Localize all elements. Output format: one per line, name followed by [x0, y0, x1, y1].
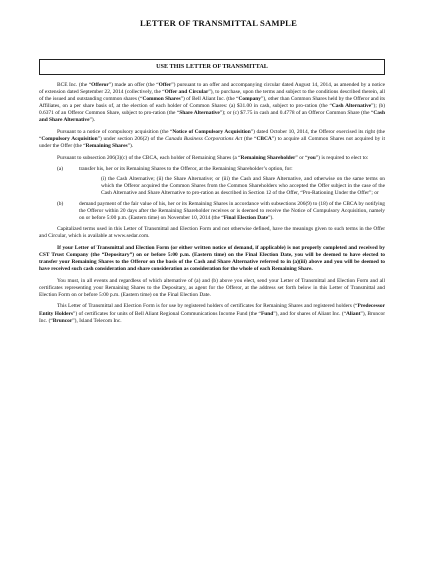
defined-term: Predecessor Entity Holders [39, 303, 385, 317]
text-run: ”), other than Common Shares held by the Offeror and its Affiliates, on a per share basis of, at the election of each holder of Common Shares: (a) $31.00 in cash, subject to pro-ration (the “ [39, 96, 385, 110]
list-text [79, 166, 385, 196]
paragraph-offer [39, 82, 385, 125]
defined-term: Cash and Share Alternative [39, 110, 385, 124]
list-label: (b) [57, 200, 64, 207]
text-run: ”) to acquire all Common Shares not acquired by it under the Offer (the “ [39, 136, 385, 150]
text-run: transfer his, her or its Remaining Shares to the Offeror, at the Remaining Shareholder’s option, for: [79, 166, 293, 173]
text-run: ”). [127, 143, 134, 150]
text-run: BCE Inc. (the “ [57, 82, 92, 88]
text-run: ”) is required to elect to: [315, 154, 369, 161]
defined-term: Compulsory Acquisition [41, 136, 98, 143]
text-run: ”), Island Telecom Inc. [72, 317, 122, 324]
text-run: ”) made an offer (the “ [108, 82, 159, 88]
document-body [39, 82, 385, 329]
list-text [79, 201, 385, 222]
instruction-banner: USE THIS LETTER OF TRANSMITTAL [39, 59, 385, 75]
defined-term: Share Alternative [179, 110, 220, 117]
paragraph-eligible-holders [39, 303, 385, 324]
defined-term: Cash Alternative [331, 103, 372, 110]
defined-term: Fund [260, 310, 274, 317]
text-run: ”), to purchase, upon the terms and subject to the conditions described therein, all of the issued and outstanding common shares (“ [39, 89, 386, 103]
text-run: ” or “ [295, 154, 308, 161]
list-label: (a) [57, 166, 63, 173]
defined-term: Aliant [346, 310, 361, 317]
defined-term: Company [238, 96, 261, 103]
text-run: (the “ [242, 136, 257, 143]
text-run: ”), Bruncor Inc. (“ [39, 310, 385, 324]
text-run: Pursuant to subsection 206(3)(c) of the CBCA, each holder of Remaining Shares (a “ [57, 154, 241, 161]
paragraph-deemed-election-warning: If your Letter of Transmittal and Election Form (or either written notice of demand, if applicable) is not properly completed and received by CST Trust Company (the “Depositary”) on or before 5:00 p.m. (Eastern time) on the Final Election Date, you will be deemed to have elected to transfer your Remaining Shares to the Offeror on the basis of the Cash and Share Alternative referred to in (a)(iii) above and you will be deemed to have received such cash consideration and share consideration as consideration for the whole of each Remaining Share. [39, 244, 385, 273]
defined-term: Remaining Shares [85, 143, 128, 150]
text-run: ”) of Bell Aliant Inc. (the “ [180, 96, 239, 103]
defined-term: Final Election Date [223, 215, 269, 221]
paragraph-delivery-instructions: You must, in all events and regardless of which alternative of (a) and (b) above you elect, send your Letter of Transmittal and Election Form and all certificates representing your Remaining Shares to the Depositary, as agent for the Offeror, at the address set forth below in this Letter of Transmittal and Election Form on or before 5:00 p.m. (Eastern time) on the Final Election Date. [39, 277, 385, 298]
text-run: Pursuant to a notice of compulsory acquisition (the “ [57, 129, 173, 136]
document-title: LETTER OF TRANSMITTAL SAMPLE [139, 18, 298, 28]
paragraph-compulsory-acquisition [39, 129, 385, 150]
text-run: ”). [89, 117, 96, 124]
defined-term: Remaining Shareholder [240, 154, 296, 161]
list-item-a [57, 166, 385, 196]
text-run: ”) under section 206(2) of the [97, 136, 166, 143]
text-run: ”), and for shares of Aliant Inc. (“ [273, 310, 347, 317]
text-run: ”) dated October 10, 2014, the Offeror exercised its right (the “ [39, 129, 385, 143]
defined-term: Notice of Compulsory Acquisition [172, 129, 251, 136]
defined-term: Bruncor [52, 317, 73, 324]
paragraph-election-requirement [39, 155, 385, 162]
text-run: ”); (b) 0.6371 of an Offeror Common Share, subject to pro-ration (the “ [39, 103, 385, 117]
text-run: demand payment of the fair value of his, her or its Remaining Shares in accordance with subsections 206(9) to (18) of the CBCA by notifying the Offeror within 20 days after the Remaining Shareholder receives or is deemed to receive the Notice of Compulsory Acquisition, namely on or before 5:00 p.m. (Eastern time) on November 10, 2014 (the “ [79, 200, 385, 221]
paragraph-capitalized-terms: Capitalized terms used in this Letter of Transmittal and Election Form and not otherwise defined, have the meanings given to such terms in the Offer and Circular, which is available at www.sedar.com. [39, 226, 385, 240]
text-run: ”) pursuant to an offer and accompanying circular dated August 14, 2014, as amended by a notice of extension dated September 22, 2014 (collectively, the “ [39, 82, 385, 96]
defined-term: Offer and Circular [164, 89, 209, 96]
text-run: This Letter of Transmittal and Election Form is for use by registered holders of certificates for Remaining Shares and registered holders (“ [57, 303, 358, 310]
list-item-b [57, 201, 385, 222]
statute-name: Canada Business Corporations Act [165, 136, 243, 143]
text-run: ”); or (c) $7.75 in cash and 0.4778 of an Offeror Common Share (the “ [219, 110, 374, 117]
text-run: ”). [268, 215, 274, 221]
defined-term: Offeror [91, 82, 109, 88]
defined-term: Common Shares [142, 96, 181, 103]
defined-term: CBCA [256, 136, 272, 143]
text-run: ”) of certificates for units of Bell Aliant Regional Communications Income Fund (the “ [73, 310, 261, 317]
defined-term: you [307, 154, 316, 161]
sub-list-text: (i) the Cash Alternative; (ii) the Share Alternative; or (iii) the Cash and Share Alternative, and otherwise on the same terms on which the Offeror acquired the Common Shares from the Common Shareholders who accepted the Offer subject in the case of the Cash Alternative and Share Alternative to pro-ration as described in Section 12 of the Offer, “Pro-Rationing Under the Offer”; or [101, 175, 385, 196]
defined-term: Offer [158, 82, 172, 88]
